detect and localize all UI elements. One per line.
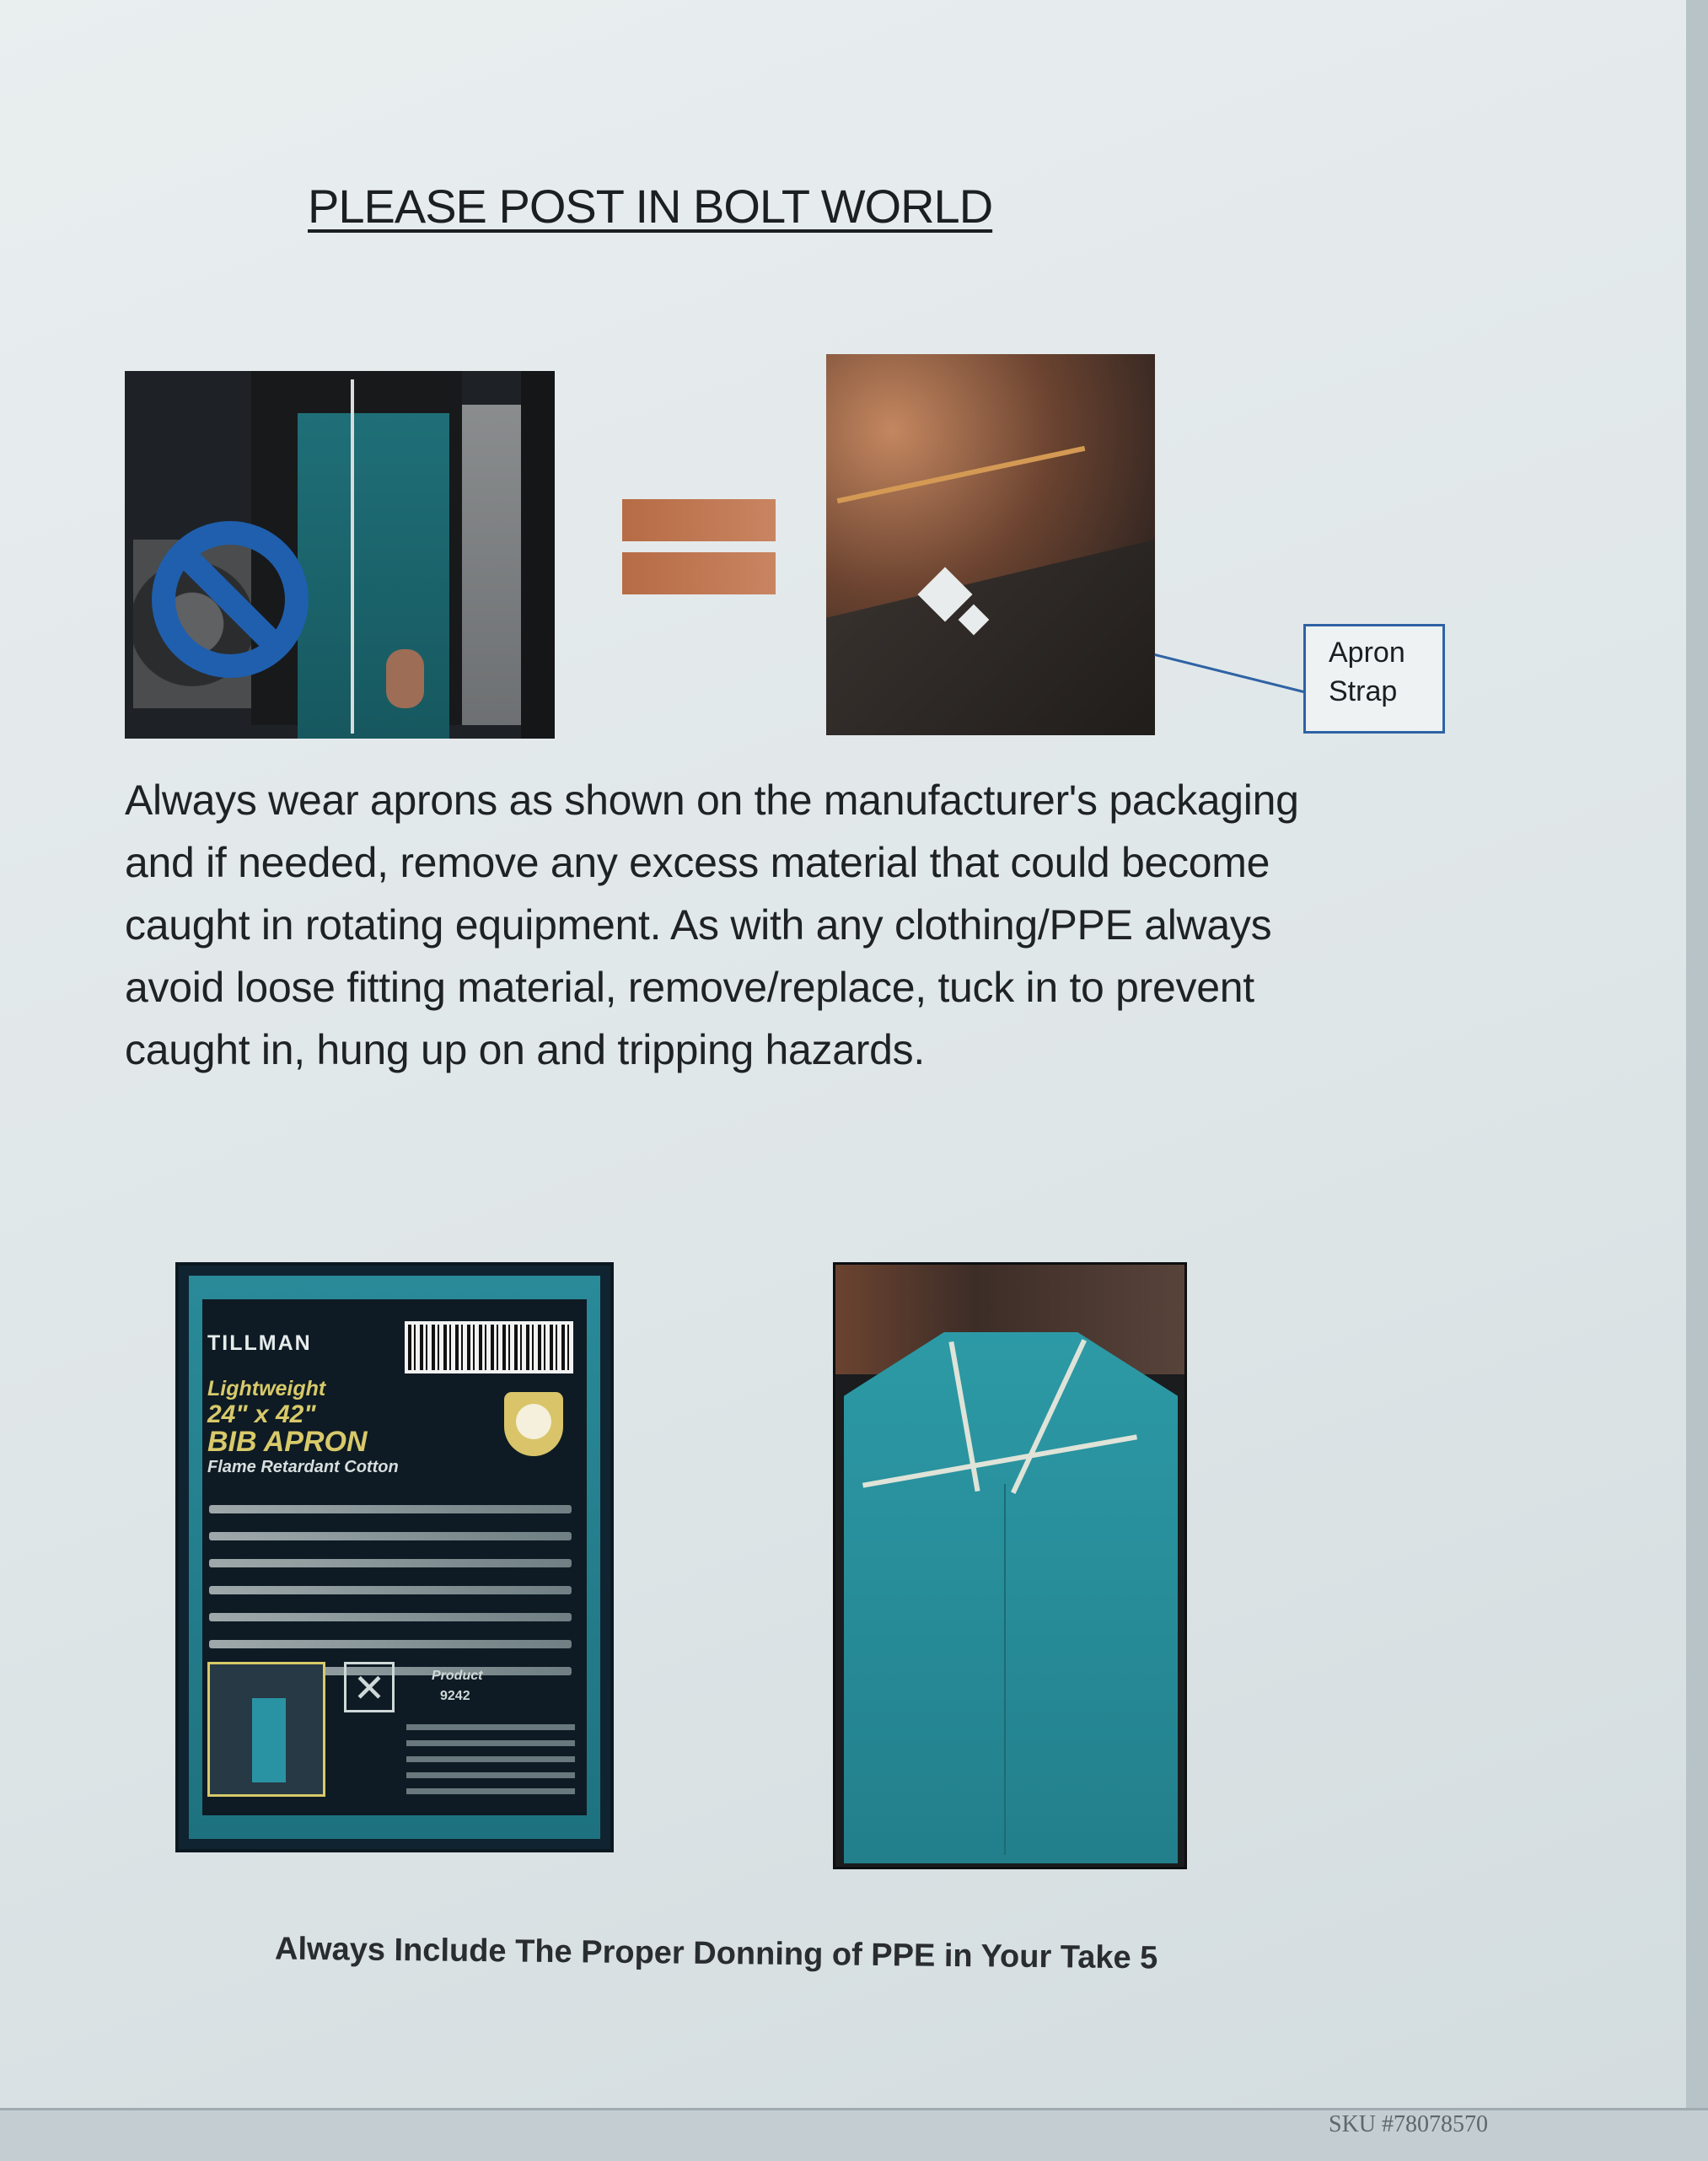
incorrect-apron-photo (125, 371, 555, 739)
callout-line-2: Strap (1329, 675, 1398, 707)
package-size: 24" x 42" (207, 1400, 316, 1428)
safety-instructions: Always wear aprons as shown on the manufacturer's packaging and if needed, remove any excess material that could become caught in rotating equipment. As with any clothing/PPE always avoid loose fitting material, remove/replace, tuck in to prevent caught in, hung up on and tripping hazards. (125, 777, 1299, 1073)
callout-line-1: Apron (1329, 637, 1405, 669)
equals-icon-lower-bar (622, 552, 776, 594)
sku-label: SKU #78078570 (1329, 2111, 1489, 2137)
package-feature-list (209, 1486, 572, 1675)
package-brand: TILLMAN (207, 1331, 312, 1355)
entangled-apron-photo (826, 354, 1155, 735)
shield-icon (504, 1392, 563, 1456)
callout-arrow (1154, 653, 1303, 693)
package-fine-print (406, 1724, 575, 1804)
page-title: PLEASE POST IN BOLT WORLD (308, 180, 993, 233)
barcode-icon (405, 1321, 573, 1373)
prohibited-icon (152, 521, 309, 678)
screen-edge (1686, 0, 1708, 2158)
package-subtitle: Lightweight (207, 1377, 326, 1400)
package-material: Flame Retardant Cotton (207, 1458, 399, 1476)
package-product-name: BIB APRON (207, 1426, 368, 1458)
apron-packaging-photo (175, 1262, 614, 1852)
equals-icon (622, 499, 776, 541)
no-wash-icon: ✕ (344, 1662, 395, 1712)
package-product-label: Product (432, 1669, 483, 1683)
correct-apron-photo (833, 1262, 1187, 1869)
package-model-photo (207, 1662, 325, 1797)
footer-caption: Always Include The Proper Donning of PPE in Your Take 5 (274, 1931, 1158, 1976)
package-product-number: 9242 (440, 1689, 470, 1703)
apron-strap-callout (1303, 624, 1445, 734)
